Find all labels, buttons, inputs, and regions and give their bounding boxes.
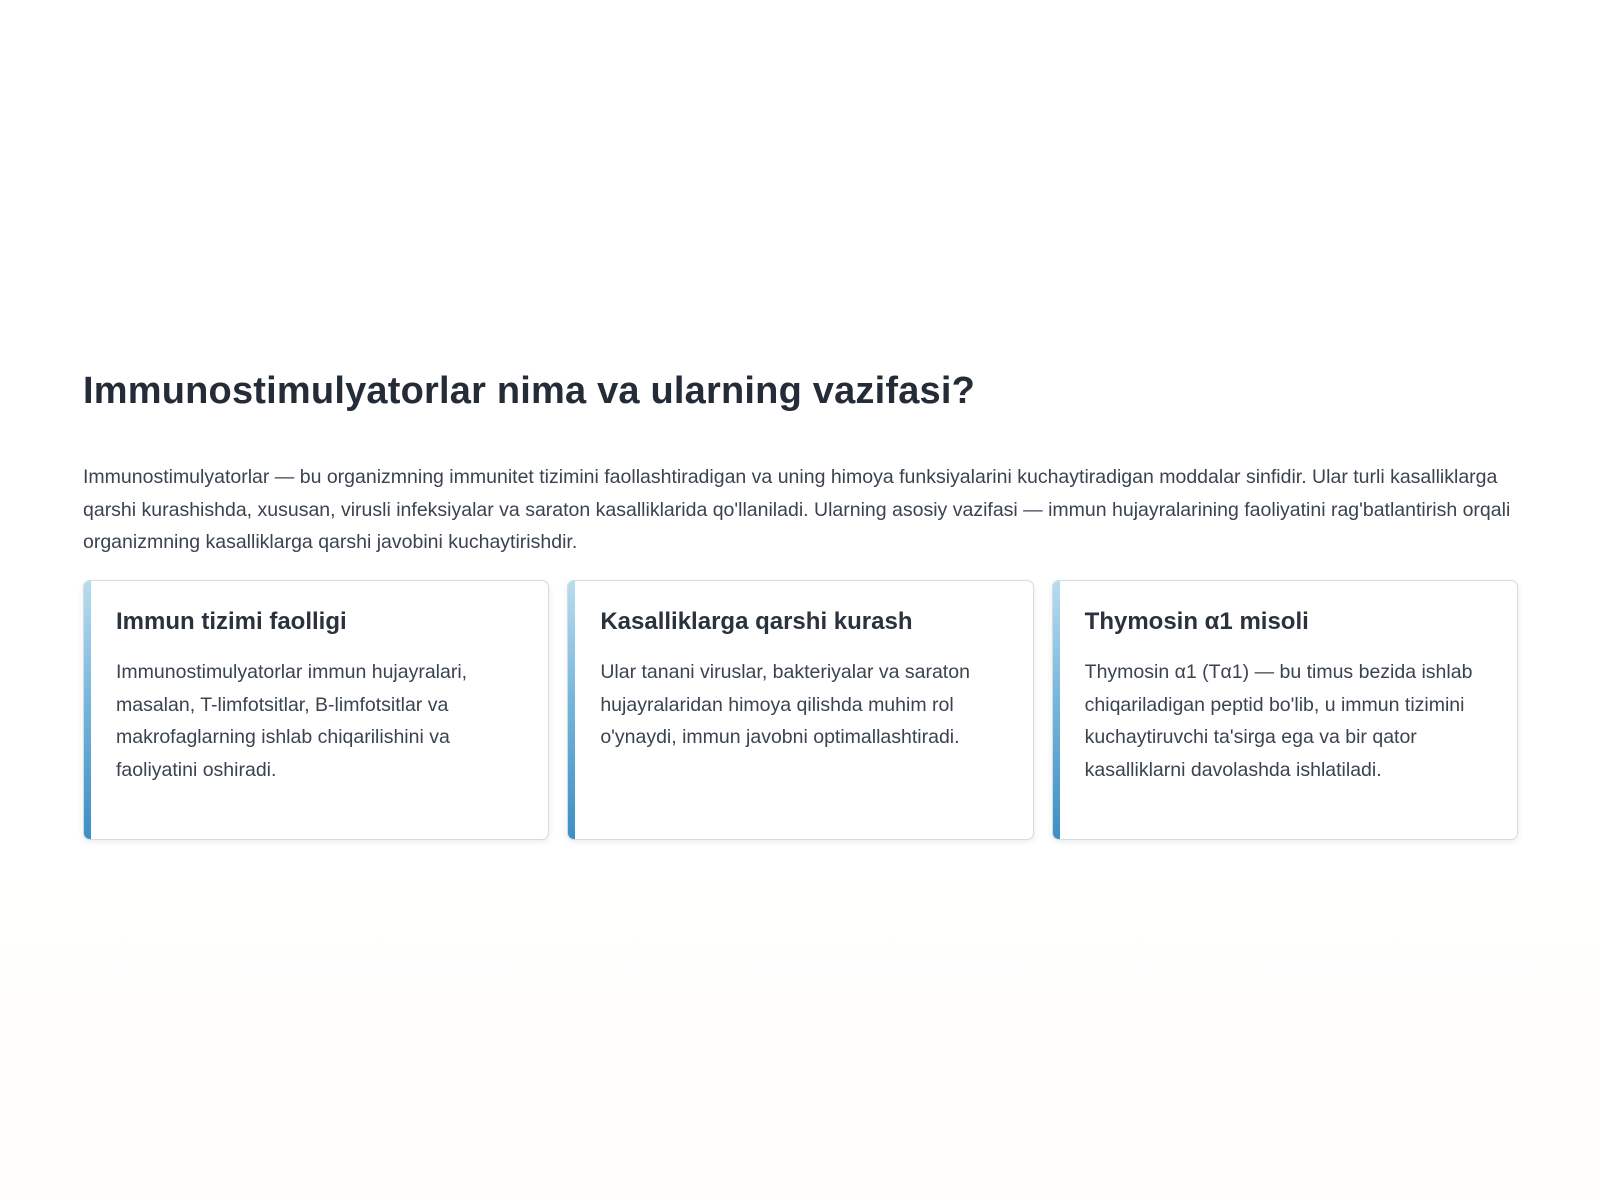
page-title: Immunostimulyatorlar nima va ularning vazifasi? xyxy=(83,370,976,412)
card-title: Thymosin α1 misoli xyxy=(1084,608,1309,635)
card-immune-activity xyxy=(83,580,549,840)
intro-paragraph: Immunostimulyatorlar — bu organizmning immunitet tizimini faollashtiradigan va uning himoya funksiyalarini kuchaytiradigan moddalar sinfidir. Ular turli kasalliklarga qarshi kurashishda, xususan, virusli infeksiyalar va saraton kasalliklarida qo'llaniladi. Ularning asosiy vazifasi — immun hujayralarining faoliyatini rag'batlantirish orqali organizmning kasalliklarga qarshi javobini kuchaytirishdir. xyxy=(83,466,1511,553)
card-title: Kasalliklarga qarshi kurash xyxy=(600,608,913,635)
card-text: Thymosin α1 (Tα1) — bu timus bezida ishlab chiqariladigan peptid bo'lib, u immun tizimini kuchaytiruvchi ta'sirga ega va bir qator kasalliklarni davolashda ishlatiladi. xyxy=(1084,661,1473,781)
card-disease-fight xyxy=(567,580,1033,840)
card-text: Ular tanani viruslar, bakteriyalar va saraton hujayralaridan himoya qilishda muhim rol o'ynaydi, immun javobni optimallashtiradi. xyxy=(600,661,970,748)
card-title: Immun tizimi faolligi xyxy=(116,608,347,635)
card-accent-bar xyxy=(1053,581,1060,839)
cards-row xyxy=(83,580,1518,840)
card-thymosin-example xyxy=(1052,580,1518,840)
card-accent-bar xyxy=(84,581,91,839)
card-accent-bar xyxy=(568,581,575,839)
main-content xyxy=(83,368,1518,781)
card-text: Immunostimulyatorlar immun hujayralari, masalan, T-limfotsitlar, B-limfotsitlar va makrofaglarning ishlab chiqarilishini va faoliyatini oshiradi. xyxy=(116,661,468,781)
